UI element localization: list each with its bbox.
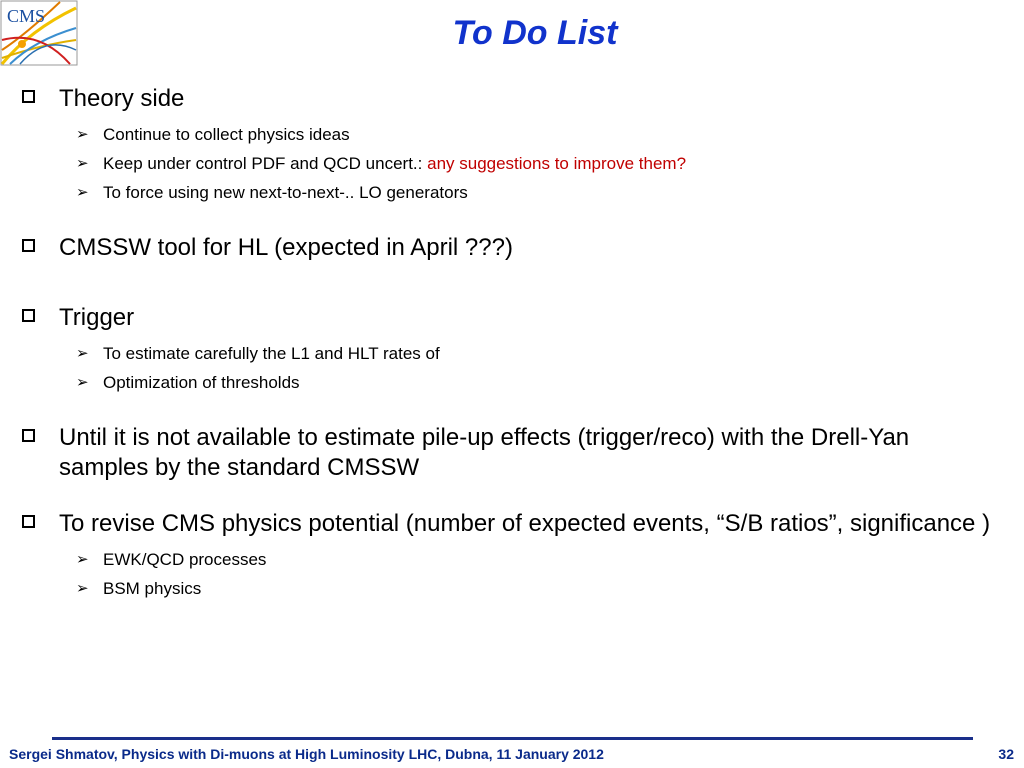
sub-list [20,339,1000,397]
list-item [20,233,1000,263]
checkbox-bullet-icon [22,239,35,252]
arrow-bullet-icon: ➢ [76,184,89,201]
list-item [20,84,1000,114]
sub-item [20,368,1000,397]
footer-divider [52,737,973,740]
sub-item-text: EWK/QCD processes [103,550,267,569]
item-text: Until it is not available to estimate pile-up effects (trigger/reco) with the Drell-Yan samples by the standard CMSSW [59,424,910,481]
arrow-bullet-icon: ➢ [76,580,89,597]
arrow-bullet-icon: ➢ [76,551,89,568]
arrow-bullet-icon: ➢ [76,374,89,391]
arrow-bullet-icon: ➢ [76,155,89,172]
sub-item [20,574,1000,603]
todo-list [20,84,1000,603]
sub-item [20,339,1000,368]
list-item [20,509,1000,539]
footer-text: Sergei Shmatov, Physics with Di-muons at High Luminosity LHC, Dubna, 11 January 2012 [9,746,604,762]
item-text: Trigger [59,304,135,331]
page-number: 32 [998,746,1014,762]
sub-item-text: BSM physics [103,579,202,598]
list-item [20,423,1000,483]
sub-item-text: Keep under control PDF and QCD uncert.: [103,154,428,173]
sub-item [20,149,1000,178]
sub-item-text: Continue to collect physics ideas [103,125,350,144]
sub-list [20,545,1000,603]
item-text: CMSSW tool for HL (expected in April ???) [59,234,513,261]
item-text: Theory side [59,85,185,112]
item-text: To revise CMS physics potential (number of expected events, “S/B ratios”, significance ) [59,510,991,537]
sub-item [20,545,1000,574]
checkbox-bullet-icon [22,309,35,322]
logo-text: CMS [7,6,46,26]
sub-item-text: Optimization of thresholds [103,373,300,392]
list-item [20,303,1000,333]
sub-list [20,120,1000,207]
checkbox-bullet-icon [22,90,35,103]
sub-item [20,120,1000,149]
sub-item-text: To estimate carefully the L1 and HLT rates of [103,344,440,363]
checkbox-bullet-icon [22,429,35,442]
sub-item-text: To force using new next-to-next-.. LO generators [103,183,468,202]
checkbox-bullet-icon [22,515,35,528]
arrow-bullet-icon: ➢ [76,345,89,362]
slide-title: To Do List [452,14,618,52]
sub-item [20,178,1000,207]
sub-item-highlight: any suggestions to improve them? [427,154,687,173]
arrow-bullet-icon: ➢ [76,126,89,143]
